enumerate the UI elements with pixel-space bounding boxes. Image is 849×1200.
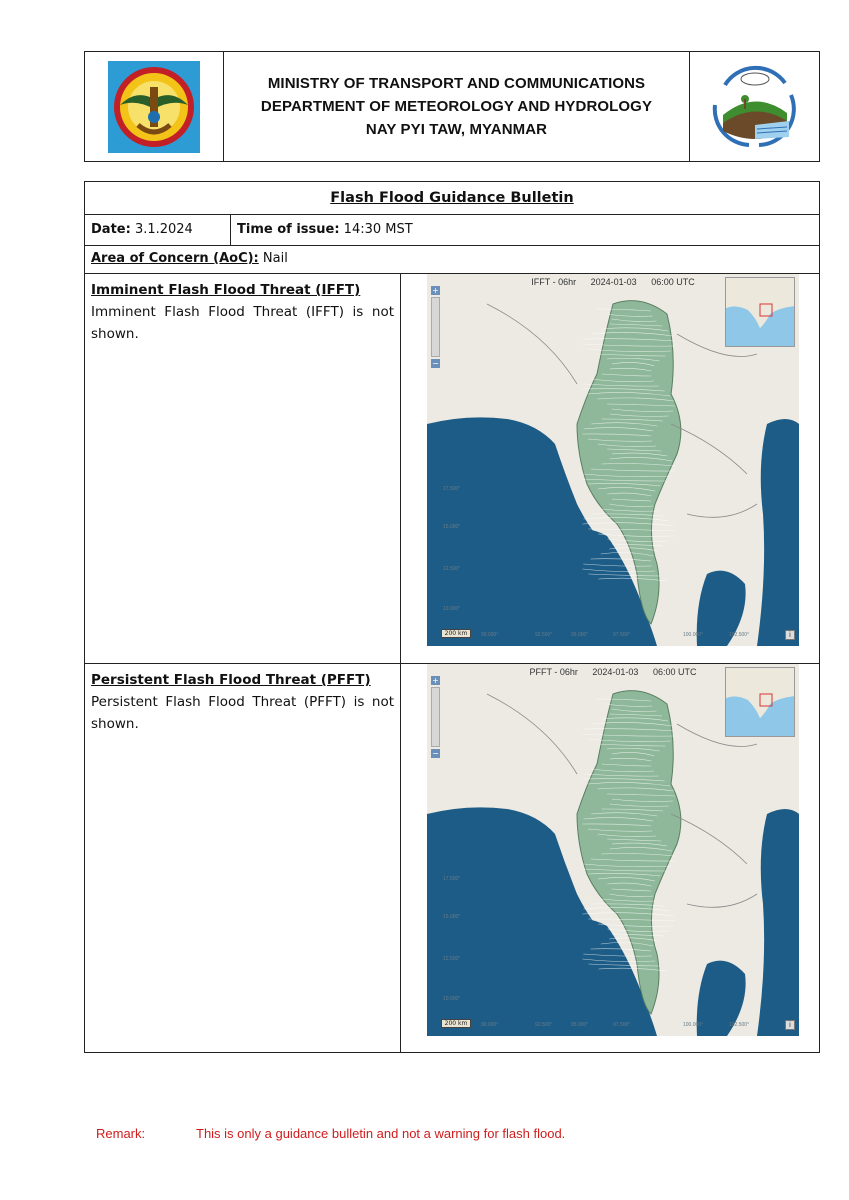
lat-tick: 10.000° bbox=[443, 996, 461, 1002]
lon-tick: 100.000° bbox=[683, 632, 704, 638]
map-scale: 200 km bbox=[441, 1019, 471, 1028]
lon-tick: 97.500° bbox=[613, 1022, 631, 1028]
time-label: Time of issue: bbox=[237, 222, 340, 237]
lon-tick: 102.500° bbox=[729, 632, 750, 638]
zoom-slider[interactable] bbox=[431, 687, 440, 747]
info-icon[interactable]: i bbox=[785, 1020, 795, 1030]
lat-tick: 12.500° bbox=[443, 566, 461, 572]
lon-tick: 95.000° bbox=[571, 1022, 589, 1028]
zoom-control[interactable] bbox=[431, 286, 440, 370]
ifft-description: Imminent Flash Flood Threat (IFFT) is not shown. bbox=[91, 304, 394, 342]
date-label: Date: bbox=[91, 222, 131, 237]
time-cell bbox=[231, 215, 819, 245]
overview-inset-map[interactable] bbox=[725, 667, 795, 737]
bulletin-title-row bbox=[85, 182, 819, 215]
remark bbox=[96, 1126, 565, 1141]
aoc-label: Area of Concern (AoC): bbox=[91, 251, 259, 266]
pfft-map-cell bbox=[401, 664, 819, 1052]
pfft-text-cell bbox=[85, 664, 401, 1052]
zoom-out-button[interactable]: − bbox=[432, 749, 439, 758]
map-product: PFFT - 06hr bbox=[529, 667, 578, 677]
lat-tick: 15.000° bbox=[443, 914, 461, 920]
aoc-value: Nail bbox=[262, 251, 288, 266]
lat-tick: 17.500° bbox=[443, 876, 461, 882]
pfft-section bbox=[85, 664, 819, 1052]
map-date: 2024-01-03 bbox=[592, 667, 639, 677]
date-cell bbox=[85, 215, 231, 245]
letterhead bbox=[84, 51, 820, 162]
lon-tick: 95.000° bbox=[571, 632, 589, 638]
lon-tick: 102.500° bbox=[729, 1022, 750, 1028]
header-ministry: MINISTRY OF TRANSPORT AND COMMUNICATIONS bbox=[267, 75, 646, 92]
zoom-in-button[interactable]: + bbox=[432, 286, 439, 295]
map-time: 06:00 UTC bbox=[651, 277, 695, 287]
lon-tick: 90.000° bbox=[481, 1022, 499, 1028]
lat-tick: 15.000° bbox=[443, 524, 461, 530]
zoom-control[interactable] bbox=[431, 676, 440, 760]
pfft-description: Persistent Flash Flood Threat (PFFT) is not shown. bbox=[91, 694, 394, 732]
lon-tick: 90.000° bbox=[481, 632, 499, 638]
overview-inset-map[interactable] bbox=[725, 277, 795, 347]
pfft-title: Persistent Flash Flood Threat (PFFT) bbox=[91, 672, 371, 688]
lat-tick: 17.500° bbox=[443, 486, 461, 492]
aoc-row bbox=[85, 246, 819, 274]
ifft-title: Imminent Flash Flood Threat (IFFT) bbox=[91, 282, 361, 298]
lon-tick: 97.500° bbox=[613, 632, 631, 638]
ifft-text-cell bbox=[85, 274, 401, 663]
ministry-logo bbox=[85, 52, 224, 161]
lon-tick: 92.500° bbox=[535, 1022, 553, 1028]
pfft-map[interactable] bbox=[427, 664, 799, 1036]
remark-label: Remark: bbox=[96, 1126, 146, 1141]
time-value: 14:30 MST bbox=[343, 222, 413, 237]
header-department: DEPARTMENT OF METEOROLOGY AND HYDROLOGY bbox=[260, 98, 653, 115]
date-value: 3.1.2024 bbox=[134, 222, 193, 237]
map-product: IFFT - 06hr bbox=[531, 277, 577, 287]
bulletin-date-row bbox=[85, 215, 819, 246]
ifft-map[interactable] bbox=[427, 274, 799, 646]
zoom-in-button[interactable]: + bbox=[432, 676, 439, 685]
header-title-block bbox=[224, 52, 689, 161]
zoom-out-button[interactable]: − bbox=[432, 359, 439, 368]
bulletin-title: Flash Flood Guidance Bulletin bbox=[330, 190, 574, 206]
remark-text: This is only a guidance bulletin and not a warning for flash flood. bbox=[196, 1126, 566, 1141]
map-date: 2024-01-03 bbox=[590, 277, 637, 287]
bulletin-table bbox=[84, 181, 820, 1053]
lon-tick: 92.500° bbox=[535, 632, 553, 638]
map-time: 06:00 UTC bbox=[652, 667, 697, 677]
map-scale: 200 km bbox=[441, 629, 471, 638]
ifft-section bbox=[85, 274, 819, 664]
dmh-logo bbox=[689, 52, 819, 161]
lat-tick: 12.500° bbox=[443, 956, 461, 962]
lat-tick: 10.000° bbox=[443, 606, 461, 612]
lon-tick: 100.000° bbox=[683, 1022, 704, 1028]
info-icon[interactable]: i bbox=[785, 630, 795, 640]
zoom-slider[interactable] bbox=[431, 297, 440, 357]
ifft-map-cell bbox=[401, 274, 819, 663]
header-location: NAY PYI TAW, MYANMAR bbox=[365, 121, 548, 138]
